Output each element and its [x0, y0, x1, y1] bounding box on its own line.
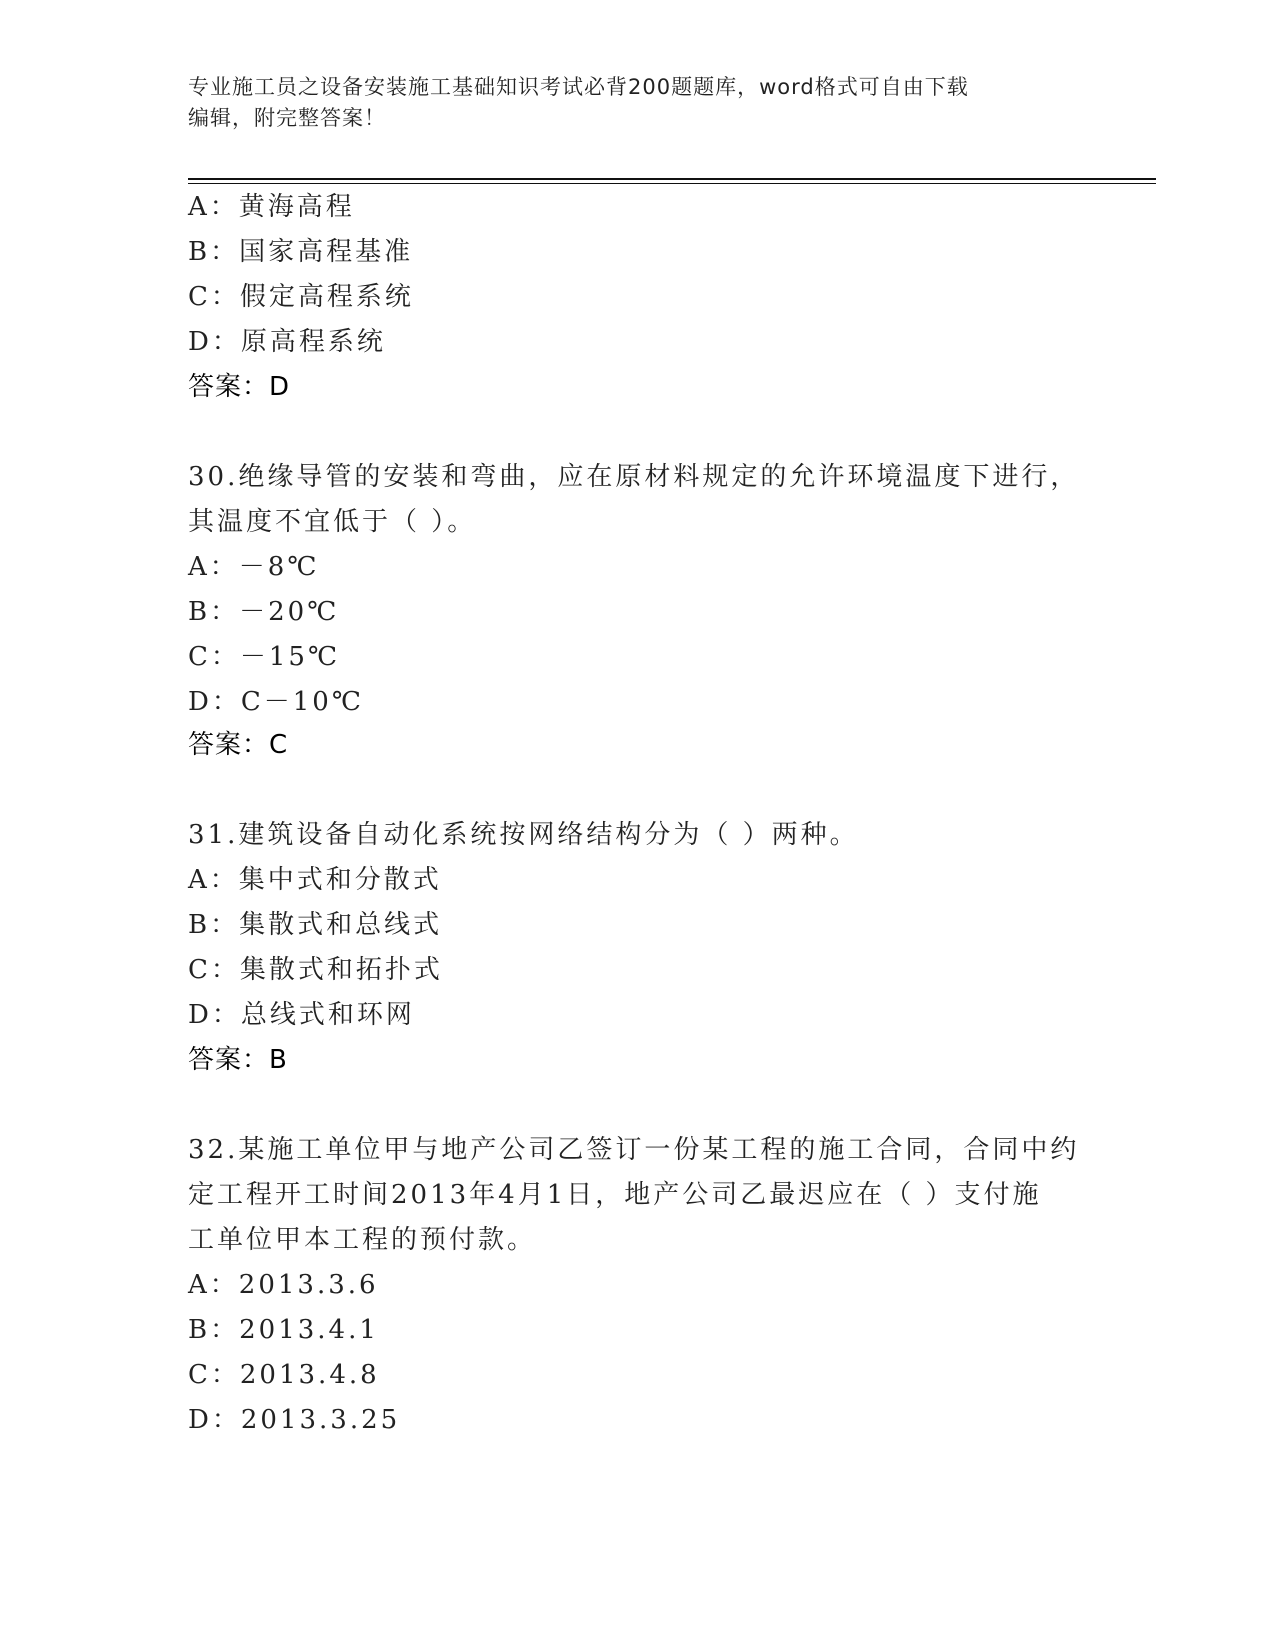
header-line-2: 编辑，附完整答案！: [188, 106, 386, 130]
q29-option-a: A：黄海高程: [188, 192, 355, 222]
q32-stem-line-1: 32.某施工单位甲与地产公司乙签订一份某工程的施工合同，合同中约: [188, 1135, 1080, 1165]
q29-answer: 答案：D: [188, 372, 291, 402]
q31-answer: 答案：B: [188, 1045, 288, 1075]
q31-option-b: B：集散式和总线式: [188, 910, 443, 940]
q31-option-c: C：集散式和拓扑式: [188, 955, 443, 985]
q32-stem-line-2: 定工程开工时间2013年4月1日，地产公司乙最迟应在（ ）支付施: [188, 1180, 1042, 1210]
header-rule-thick: [188, 178, 1156, 180]
q30-stem-line-1: 30.绝缘导管的安装和弯曲，应在原材料规定的允许环境温度下进行，: [188, 462, 1080, 492]
q31-stem-line-1: 31.建筑设备自动化系统按网络结构分为（ ）两种。: [188, 820, 859, 850]
header-line-1: 专业施工员之设备安装施工基础知识考试必背200题题库，word格式可自由下载: [188, 75, 969, 99]
q32-option-d: D：2013.3.25: [188, 1405, 401, 1435]
q29-option-c: C：假定高程系统: [188, 282, 414, 312]
q29-option-b: B：国家高程基准: [188, 237, 414, 267]
q32-option-b: B：2013.4.1: [188, 1315, 379, 1345]
q32-option-c: C：2013.4.8: [188, 1360, 380, 1390]
q30-option-d: D：C－10℃: [188, 687, 364, 717]
q30-option-c: C：－15℃: [188, 642, 341, 672]
q30-stem-line-2: 其温度不宜低于（ ）。: [188, 507, 477, 537]
q31-option-a: A：集中式和分散式: [188, 865, 442, 895]
q31-option-d: D：总线式和环网: [188, 1000, 415, 1030]
q29-option-d: D：原高程系统: [188, 327, 386, 357]
q32-stem-line-3: 工单位甲本工程的预付款。: [188, 1225, 537, 1255]
q32-option-a: A：2013.3.6: [188, 1270, 379, 1300]
q30-option-b: B：－20℃: [188, 597, 340, 627]
q30-answer: 答案：C: [188, 730, 289, 760]
header-rule-thin: [188, 183, 1156, 184]
document-header: [188, 72, 1088, 134]
q30-option-a: A：－8℃: [188, 552, 320, 582]
